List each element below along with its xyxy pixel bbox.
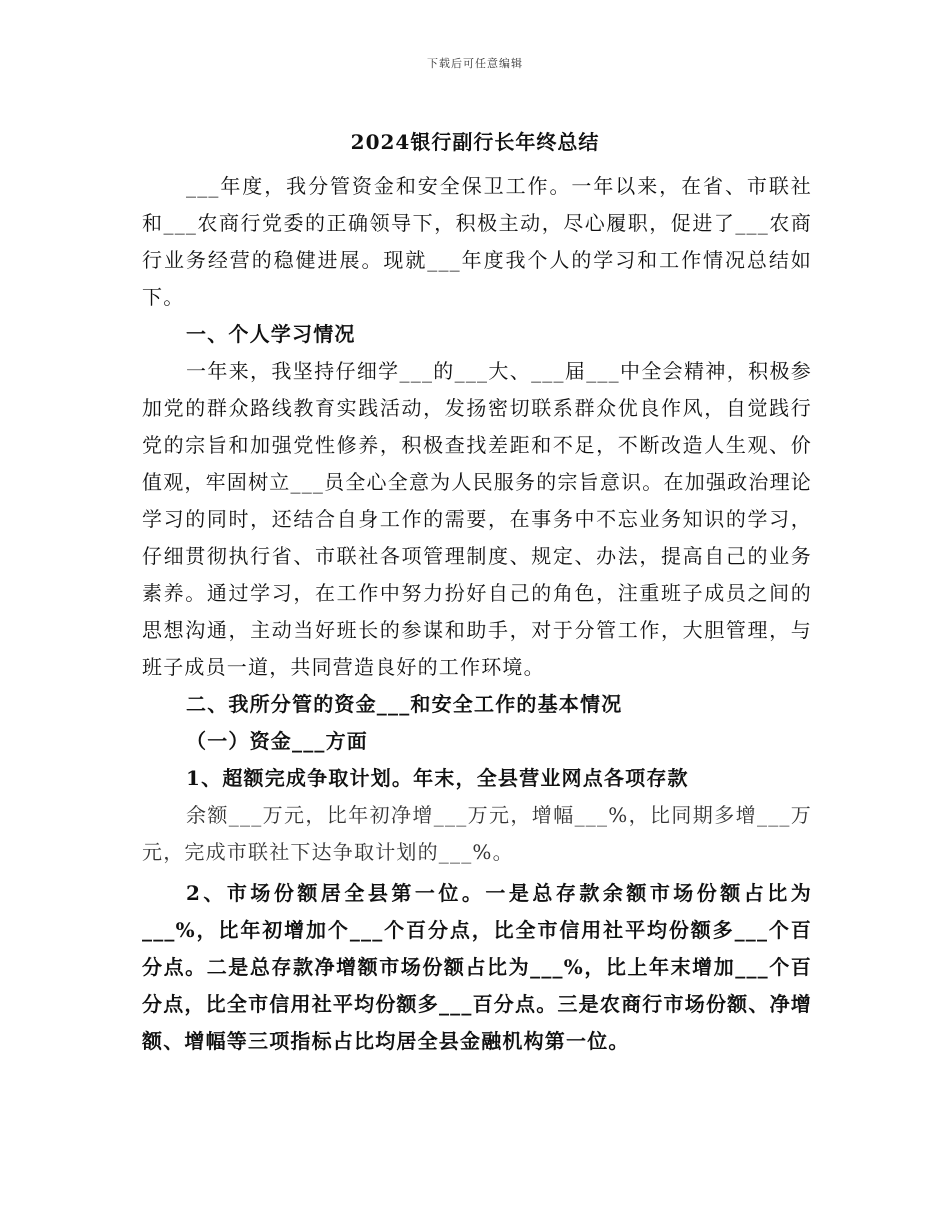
section-heading-2: 二、我所分管的资金___和安全工作的基本情况 <box>186 692 623 716</box>
header-note: 下载后可任意编辑 <box>427 57 523 70</box>
deposit-paragraph: 余额___万元，比年初净增___万元，增幅___%，比同期多增___万元，完成市联社下达争取计划的___%。 <box>142 803 812 864</box>
market-share-paragraph: 2、市场份额居全县第一位。一是总存款余额市场份额占比为___%，比年初增加个___个百分点，比全市信用社平均份额多___个百分点。二是总存款净增额市场份额占比为___%，比上年末增加___个百分点，比全市信用社平均份额多___百分点。三是农商行市场份额、净增额、增幅等三项指标占比均居全县金融机构第一位。 <box>142 881 812 1053</box>
intro-paragraph: ___年度，我分管资金和安全保卫工作。一年以来，在省、市联社和___农商行党委的正确领导下，积极主动，尽心履职，促进了___农商行业务经营的稳健进展。现就___年度我个人的学习和工作情况总结如下。 <box>142 174 812 309</box>
document-title: 2024银行副行长年终总结 <box>350 130 600 154</box>
document-body <box>142 168 812 1060</box>
subsection-heading-1: （一）资金___方面 <box>186 729 368 753</box>
item-heading-1: 1、超额完成争取计划。年末，全县营业网点各项存款 <box>186 766 689 790</box>
study-paragraph: 一年来，我坚持仔细学___的___大、___届___中全会精神，积极参加党的群众路线教育实践活动，发扬密切联系群众优良作风，自觉践行党的宗旨和加强党性修养，积极查找差距和不足，不断改造人生观、价值观，牢固树立___员全心全意为人民服务的宗旨意识。在加强政治理论学习的同时，还结合自身工作的需要，在事务中不忘业务知识的学习，仔细贯彻执行省、市联社各项管理制度、规定、办法，提高自己的业务素养。通过学习，在工作中努力扮好自己的角色，注重班子成员之间的思想沟通，主动当好班长的参谋和助手，对于分管工作，大胆管理，与班子成员一道，共同营造良好的工作环境。 <box>142 359 812 679</box>
section-heading-1: 一、个人学习情况 <box>186 322 356 346</box>
